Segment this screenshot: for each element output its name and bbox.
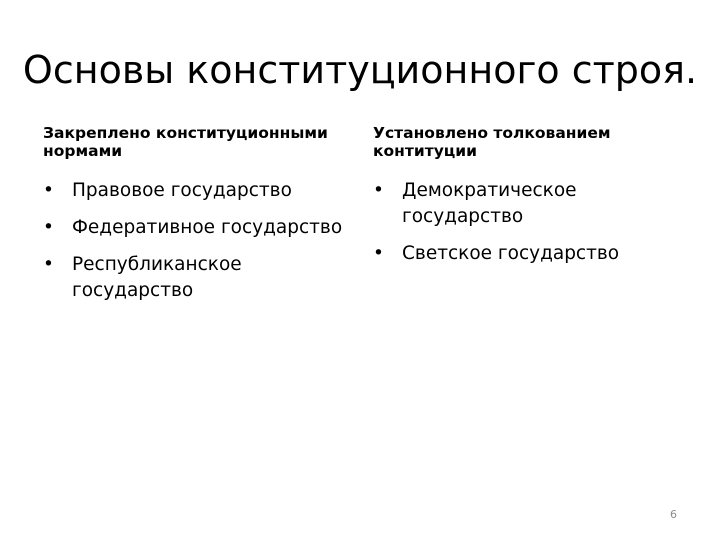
list-item-text: Республиканское государство xyxy=(72,254,242,301)
bullet-icon: • xyxy=(43,180,54,201)
page-number: 6 xyxy=(670,508,677,521)
right-bullet-list xyxy=(373,178,673,267)
list-item-text: Демократическое государство xyxy=(402,180,577,227)
left-column xyxy=(43,124,363,315)
bullet-icon: • xyxy=(373,180,384,201)
list-item xyxy=(373,241,673,267)
left-column-heading: Закреплено конституционными нормами xyxy=(43,124,328,160)
list-item-text: Правовое государство xyxy=(72,180,292,201)
list-item xyxy=(43,215,363,241)
bullet-icon: • xyxy=(43,217,54,238)
bullet-icon: • xyxy=(373,243,384,264)
left-bullet-list xyxy=(43,178,363,304)
list-item-text: Федеративное государство xyxy=(72,217,343,238)
list-item xyxy=(373,178,673,230)
list-item-text: Светское государство xyxy=(402,243,620,264)
list-item xyxy=(43,252,363,304)
right-column-heading: Установлено толкованием контитуции xyxy=(373,124,611,160)
list-item xyxy=(43,178,363,204)
slide-title: Основы конституционного строя. xyxy=(22,48,698,92)
right-column xyxy=(373,124,673,278)
bullet-icon: • xyxy=(43,254,54,275)
